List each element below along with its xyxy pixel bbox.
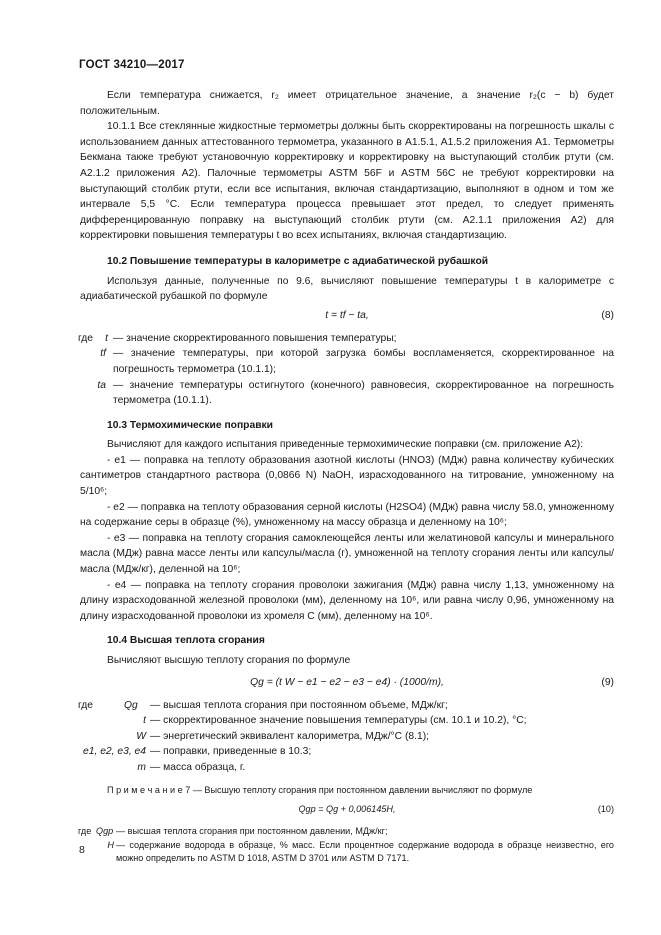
- where-label: где: [78, 332, 94, 344]
- definition-row: [80, 331, 614, 347]
- definition-row: [80, 698, 614, 714]
- note-label: П р и м е ч а н и е: [107, 784, 183, 795]
- definition-dash: —: [113, 379, 124, 391]
- formula-9-number: (9): [601, 676, 614, 688]
- definition-dash: —: [113, 348, 124, 360]
- section-10-2-text: Используя данные, полученные по 9.6, вычисляют повышение температуры t в калориметре с адиабатической рубашкой по формуле: [80, 275, 614, 303]
- formula-9-expression: Qg = (t W − e1 − e2 − e3 − e4) · (1000/m),: [250, 676, 444, 688]
- intro-paragraph-2: 10.1.1 Все стеклянные жидкостные термометры должны быть скорректированы на погрешность шкалы с использованием данных аттестованного термометра, указанного в А1.5.1, А1.5.2 приложения А1. Термометры Бекмана также требуют установочную корректировку и корректировку на выступающий столбик ртути (см. А2.1.2 приложения А2). Палочные термометры ASTM 56F и ASTM 56C не требуют корректировки на выступающий столбик ртути, если все испытания, включая стандартизацию, выполняют в одном и том же интервале 5,5 °С. Если температура процесса превышает этот предел, то следует применять дифференцированную поправку на выступающий столбик ртути (см. А2.1.1 приложения А2) для корректировки повышения температуры t во всех испытаниях, включая стандартизацию.: [80, 121, 614, 242]
- definition-symbol: ta: [97, 379, 106, 391]
- definition-dash: —: [150, 730, 161, 742]
- definition-symbol: m: [137, 761, 146, 773]
- section-10-4-heading: 10.4 Высшая теплота сгорания: [107, 635, 265, 647]
- formula-10-expression: Qgp = Qg + 0,006145H,: [298, 804, 396, 815]
- definition-symbol: t: [105, 332, 108, 344]
- definition-symbol: W: [136, 730, 146, 742]
- definition-row: [80, 713, 614, 729]
- definition-dash: —: [150, 699, 161, 711]
- definition-text: значение температуры остигнутого (конечного) равновесия, скорректированное на погрешность термометра (10.1.1).: [113, 379, 614, 407]
- definition-text: значение скорректированного повышения температуры;: [126, 332, 397, 344]
- note-definition-row: [80, 825, 614, 839]
- definition-dash: —: [150, 761, 161, 773]
- definition-text: значение температуры, при которой загрузка бомбы воспламеняется, скорректированное на погрешность термометра (10.1.1);: [113, 348, 614, 375]
- definition-text: скорректированное значение повышения температуры (см. 10.1 и 10.2), °С;: [163, 715, 527, 727]
- document-header: ГОСТ 34210—2017: [79, 59, 185, 71]
- definition-dash: —: [150, 746, 161, 758]
- correction-item-e1: - e1 — поправка на теплоту образования азотной кислоты (HNO3) (МДж) равна количеству кубических сантиметров стандартного раствора (0,0866 N) NaOH, израсходованного на титрование, умноженному на 5/10⁶;: [80, 454, 614, 498]
- formula-8-number: (8): [601, 309, 614, 321]
- definition-row: [80, 378, 614, 409]
- definition-text: поправки, приведенные в 10.3;: [163, 746, 312, 758]
- definition-row: [80, 729, 614, 745]
- formula-8-definitions: [80, 331, 614, 409]
- definition-row: [80, 346, 614, 377]
- formula-9: [80, 675, 614, 693]
- definition-symbol: Qg: [124, 699, 138, 711]
- section-10-2-heading: 10.2 Повышение температуры в калориметре с адиабатической рубашкой: [107, 255, 489, 267]
- section-10-3-text: Вычисляют для каждого испытания приведенные термохимические поправки (см. приложение А2):: [107, 439, 584, 451]
- definition-row: [80, 760, 614, 776]
- definition-row: [80, 744, 614, 760]
- where-label: где: [78, 826, 92, 837]
- correction-item-e2: - e2 — поправка на теплоту образования серной кислоты (H2SO4) (МДж) равна числу 58.0, умноженному на содержание серы в образце (%), умноженному на массу образца и деленному на 10⁶;: [80, 501, 614, 529]
- formula-9-definitions: [80, 698, 614, 776]
- formula-10: [80, 803, 614, 819]
- correction-item-e3: - e3 — поправка на теплоту сгорания самоклеющейся ленты или желатиновой капсулы и минерального масла (МДж) равна массе ленты или капсулы/масла (г), умноженной на теплоту сгорания ленты или капсулы/масла (МДж/кг), деленной на 10⁶;: [80, 532, 614, 576]
- correction-item-e4: - e4 — поправка на теплоту сгорания проволоки зажигания (МДж) равна числу 1,13, умноженному на длину израсходованной железной проволоки (мм), деленному на 10⁶, или равна числу 0,96, умноженному на длину израсходованной проволоки из хромеля С (мм), деленному на 10⁶.: [80, 579, 614, 622]
- note-text: — Высшую теплоту сгорания при постоянном давлении вычисляют по формуле: [192, 784, 533, 795]
- formula-10-number: (10): [597, 804, 614, 815]
- note-number: 7: [185, 784, 191, 795]
- section-10-3-heading: 10.3 Термохимические поправки: [107, 419, 274, 431]
- formula-8-expression: t = tf − ta,: [325, 309, 369, 321]
- definition-dash: —: [116, 839, 126, 850]
- where-label: где: [78, 699, 94, 711]
- document-body: [80, 88, 614, 866]
- definition-symbol: t: [143, 715, 146, 727]
- note-definition-row: [80, 839, 614, 866]
- note-7: [80, 784, 614, 866]
- definition-text: содержание водорода в образце, % масс. Если процентное содержание водорода в образце неизвестно, его можно определить по ASTM D 1018, ASTM D 3701 или ASTM D 7171.: [116, 839, 614, 864]
- definition-symbol: Qgp: [96, 826, 114, 837]
- definition-symbol: e1, e2, e3, e4: [83, 746, 146, 758]
- section-10-4-text: Вычисляют высшую теплоту сгорания по формуле: [107, 655, 351, 666]
- definition-dash: —: [113, 332, 124, 344]
- definition-dash: —: [116, 826, 126, 837]
- intro-paragraph-1: Если температура снижается, r₂ имеет отрицательное значение, а значение r₂(c − b) будет положительным.: [80, 90, 614, 117]
- definition-symbol: tf: [100, 348, 106, 360]
- formula-8: [80, 308, 614, 326]
- definition-symbol: H: [107, 839, 114, 850]
- definition-text: высшая теплота сгорания при постоянном объеме, МДж/кг;: [163, 699, 448, 711]
- definition-text: масса образца, г.: [163, 761, 246, 773]
- definition-dash: —: [150, 715, 161, 727]
- definition-text: высшая теплота сгорания при постоянном давлении, МДж/кг;: [127, 826, 388, 837]
- page-number: 8: [79, 844, 85, 856]
- definition-text: энергетический эквивалент калориметра, МДж/°С (8.1);: [163, 730, 430, 742]
